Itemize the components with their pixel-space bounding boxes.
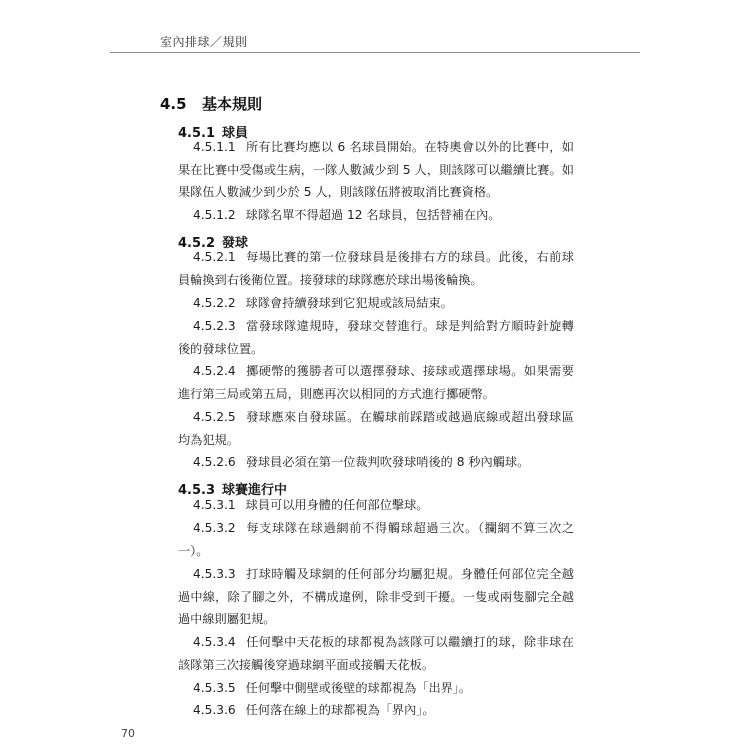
rule-paragraph (178, 699, 574, 722)
rule-text: 任何擊中側壁或後壁的球都視為「出界」。 (245, 681, 472, 695)
rule-text: 每支球隊在球過網前不得觸球超過三次。（攔網不算三次之一）。 (178, 521, 574, 558)
rule-number: 4.5.2.2 (193, 296, 236, 310)
rule-paragraph (178, 631, 574, 676)
rule-number: 4.5.3.5 (193, 681, 236, 695)
rule-number: 4.5.2.5 (193, 410, 236, 424)
rule-text: 每場比賽的第一位發球員是後排右方的球員。此後，右前球員輪換到右後衛位置。接發球的球隊應於球出場後輪換。 (178, 250, 574, 287)
subsection-title: 球員 (222, 126, 249, 141)
rule-text: 打球時觸及球網的任何部分均屬犯規。身體任何部位完全越過中線，除了腳之外，不構成違例，除非受到干擾。一隻或兩隻腳完全越過中線則屬犯規。 (178, 567, 574, 626)
rule-text: 任何落在線上的球都視為「界內」。 (245, 703, 435, 717)
rule-text: 球員可以用身體的任何部位擊球。 (245, 498, 429, 512)
rule-paragraph (178, 563, 574, 631)
header-rule (110, 52, 640, 53)
rule-number: 4.5.2.6 (193, 455, 236, 469)
rule-paragraph (178, 246, 574, 291)
rule-number: 4.5.1.1 (193, 140, 236, 154)
page-number: 70 (121, 727, 135, 740)
rule-text: 所有比賽均應以 6 名球員開始。在特奧會以外的比賽中，如果在比賽中受傷或生病，一隊人數減少到 5 人，則該隊可以繼續比賽。如果隊伍人數減少到少於 5 人，則該隊伍將被取消比賽資格。 (178, 140, 574, 199)
rule-number: 4.5.3.6 (193, 703, 236, 717)
rule-text: 任何擊中天花板的球都視為該隊可以繼續打的球，除非球在該隊第三次接觸後穿過球網平面或接觸天花板。 (178, 635, 574, 672)
section-number: 4.5 (160, 95, 187, 113)
rule-number: 4.5.2.4 (193, 364, 236, 378)
rule-number: 4.5.2.1 (193, 250, 236, 264)
rule-number: 4.5.3.1 (193, 498, 236, 512)
rule-number: 4.5.3.4 (193, 635, 236, 649)
rule-text: 擲硬幣的獲勝者可以選擇發球、接球或選擇球場。如果需要進行第三局或第五局，則應再次以相同的方式進行擲硬幣。 (178, 364, 574, 401)
section-heading (160, 93, 262, 114)
subsection-number: 4.5.2 (178, 236, 216, 251)
subsection-number: 4.5.1 (178, 126, 216, 141)
rule-number: 4.5.3.3 (193, 567, 236, 581)
rule-paragraph (178, 494, 574, 517)
rule-paragraph (178, 451, 574, 474)
section-title: 基本規則 (202, 95, 263, 113)
rule-text: 發球員必須在第一位裁判吹發球哨後的 8 秒內觸球。 (245, 455, 530, 469)
rule-text: 發球應來自發球區。在觸球前踩踏或越過底線或超出發球區均為犯規。 (178, 410, 574, 447)
rule-number: 4.5.1.2 (193, 208, 236, 222)
rule-paragraph (178, 517, 574, 562)
subsection-title: 發球 (222, 236, 249, 251)
rule-text: 球隊名單不得超過 12 名球員，包括替補在內。 (245, 208, 501, 222)
rule-text: 球隊會持續發球到它犯規或該局結束。 (245, 296, 453, 310)
rule-text: 當發球隊違規時，發球交替進行。球是判給對方順時針旋轉後的發球位置。 (178, 319, 574, 356)
rule-paragraph (178, 204, 574, 227)
rule-number: 4.5.2.3 (193, 319, 236, 333)
rule-paragraph (178, 292, 574, 315)
subsection-number: 4.5.3 (178, 483, 216, 498)
rule-paragraph (178, 406, 574, 451)
rule-number: 4.5.3.2 (193, 521, 236, 535)
rule-paragraph (178, 315, 574, 360)
rule-paragraph (178, 136, 574, 204)
rule-paragraph (178, 360, 574, 405)
running-title: 室內排球／規則 (160, 35, 248, 49)
rule-paragraph (178, 677, 574, 700)
subsection-title: 球賽進行中 (222, 483, 288, 498)
